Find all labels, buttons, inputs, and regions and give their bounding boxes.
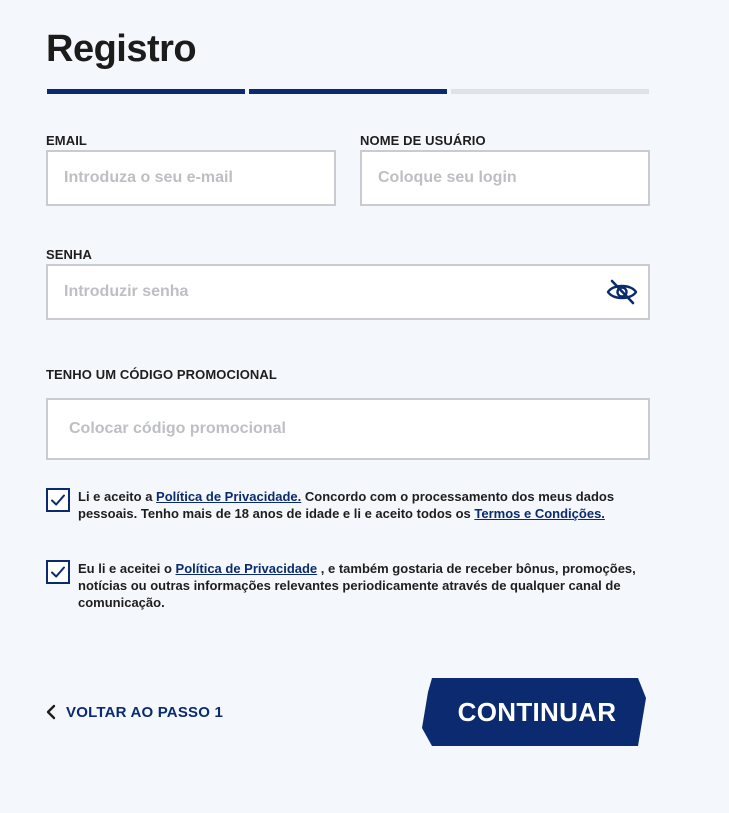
password-field-box — [46, 264, 650, 320]
continue-button-label: CONTINUAR — [457, 696, 617, 727]
back-to-step-1-button[interactable] — [46, 702, 223, 722]
email-field-box — [46, 150, 336, 206]
promo-label: TENHO UM CÓDIGO PROMOCIONAL — [46, 367, 277, 382]
marketing-consent-text-part-2: , e também gostaria de receber bônus, promoções, notícias ou outras informações relevantes periodicamente através de qualquer canal de comunicação. — [78, 561, 636, 610]
terms-conditions-link[interactable]: Termos e Condições. — [474, 506, 605, 521]
progress-step-2 — [249, 89, 447, 94]
promo-code-field[interactable] — [48, 400, 648, 458]
progress-step-3 — [451, 89, 649, 94]
email-field[interactable] — [48, 152, 334, 204]
checkmark-icon — [50, 564, 66, 580]
username-label: NOME DE USUÁRIO — [360, 133, 486, 148]
privacy-consent-text — [78, 488, 658, 522]
marketing-consent-text — [78, 560, 658, 611]
marketing-consent-checkbox[interactable] — [46, 560, 70, 584]
username-field-box — [360, 150, 650, 206]
privacy-consent-checkbox[interactable] — [46, 488, 70, 512]
checkmark-icon — [50, 492, 66, 508]
password-field[interactable] — [48, 266, 648, 318]
marketing-consent-row — [46, 560, 650, 616]
progress-step-1 — [47, 89, 245, 94]
privacy-consent-text-part-2: Concordo com o processamento dos meus dados pessoais. Tenho mais de 18 anos de idade e li e aceito todos os — [78, 489, 615, 521]
marketing-consent-text-part-1: Eu li e aceitei o — [78, 561, 176, 576]
password-label: SENHA — [46, 247, 93, 262]
back-button-label: VOLTAR AO PASSO 1 — [66, 703, 224, 721]
privacy-consent-text-part-1: Li e aceito a — [78, 489, 157, 504]
eye-slash-icon[interactable] — [606, 279, 638, 305]
chevron-left-icon — [46, 704, 56, 720]
privacy-policy-link[interactable]: Política de Privacidade. — [156, 489, 302, 504]
username-field[interactable] — [362, 152, 648, 204]
marketing-privacy-policy-link[interactable]: Política de Privacidade — [175, 561, 318, 576]
privacy-consent-row — [46, 488, 650, 528]
progress-steps — [47, 89, 649, 95]
promo-field-box — [46, 398, 650, 460]
continue-button[interactable] — [422, 678, 646, 746]
email-label: EMAIL — [46, 133, 87, 148]
page-title: Registro — [46, 28, 197, 70]
